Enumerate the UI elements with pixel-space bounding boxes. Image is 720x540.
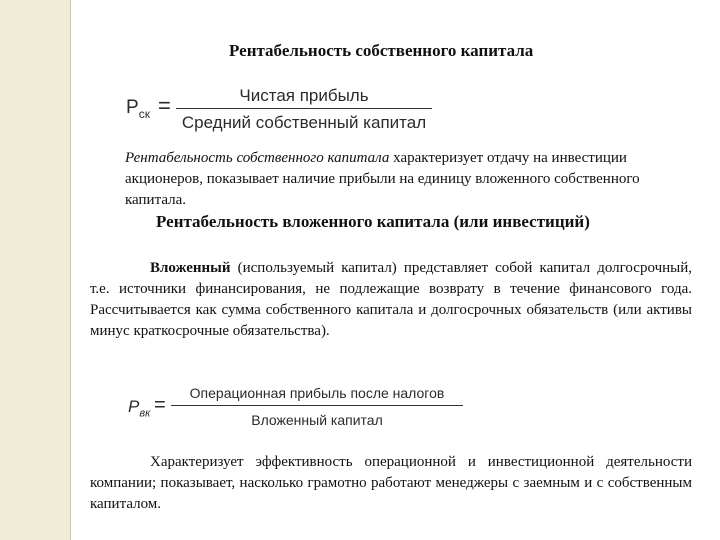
formula2-lhs [128, 397, 150, 419]
paragraph2-text: (используемый капитал) представляет собой капитал долгосрочный, т.е. источники финансирования, не подлежащие возврату в течение финансового года. Рассчитывается как сумма собственного капитала и долгосрочных обязательств (или активы минус краткосрочные обязательства). [90, 260, 692, 339]
formula1-lhs-letter: Р [126, 97, 139, 118]
formula1-lhs [126, 97, 150, 121]
paragraph3-text: Характеризует эффективность операционной и инвестиционной деятельности компании; показывает, насколько грамотно работают менеджеры с заемным и с собственным капиталом. [90, 454, 692, 512]
formula1-numerator: Чистая прибыль [239, 86, 369, 105]
formula2-denominator: Вложенный капитал [251, 412, 383, 428]
formula1-lhs-subscript: ск [138, 106, 150, 121]
paragraph-invested-capital [90, 258, 692, 342]
paragraph1-text: характеризует отдачу на инвестиции акционеров, показывает наличие прибыли на единицу вложенного собственного капитала. [125, 150, 640, 208]
paragraph2-term: Вложенный [150, 260, 231, 276]
formula1-fraction-line [176, 108, 432, 109]
paragraph-equity-return [88, 148, 688, 211]
section-title-equity-return: Рентабельность собственного капитала [229, 41, 534, 60]
formula2-lhs-subscript: вк [139, 407, 151, 420]
section-title-invested-return: Рентабельность вложенного капитала (или инвестиций) [156, 212, 590, 231]
formula1-denominator: Средний собственный капитал [181, 113, 427, 132]
decorative-sidebar [0, 0, 70, 540]
formula2-numerator: Операционная прибыль после налогов [189, 385, 445, 401]
formula2-fraction-line [171, 405, 463, 406]
formula2-equals: = [154, 394, 166, 416]
sidebar-divider [70, 0, 71, 540]
formula2-lhs-letter: Р [128, 397, 140, 416]
paragraph-invested-return-meaning [90, 452, 692, 515]
paragraph1-term: Рентабельность собственного капитала [125, 150, 390, 166]
formula1-equals: = [158, 93, 171, 118]
